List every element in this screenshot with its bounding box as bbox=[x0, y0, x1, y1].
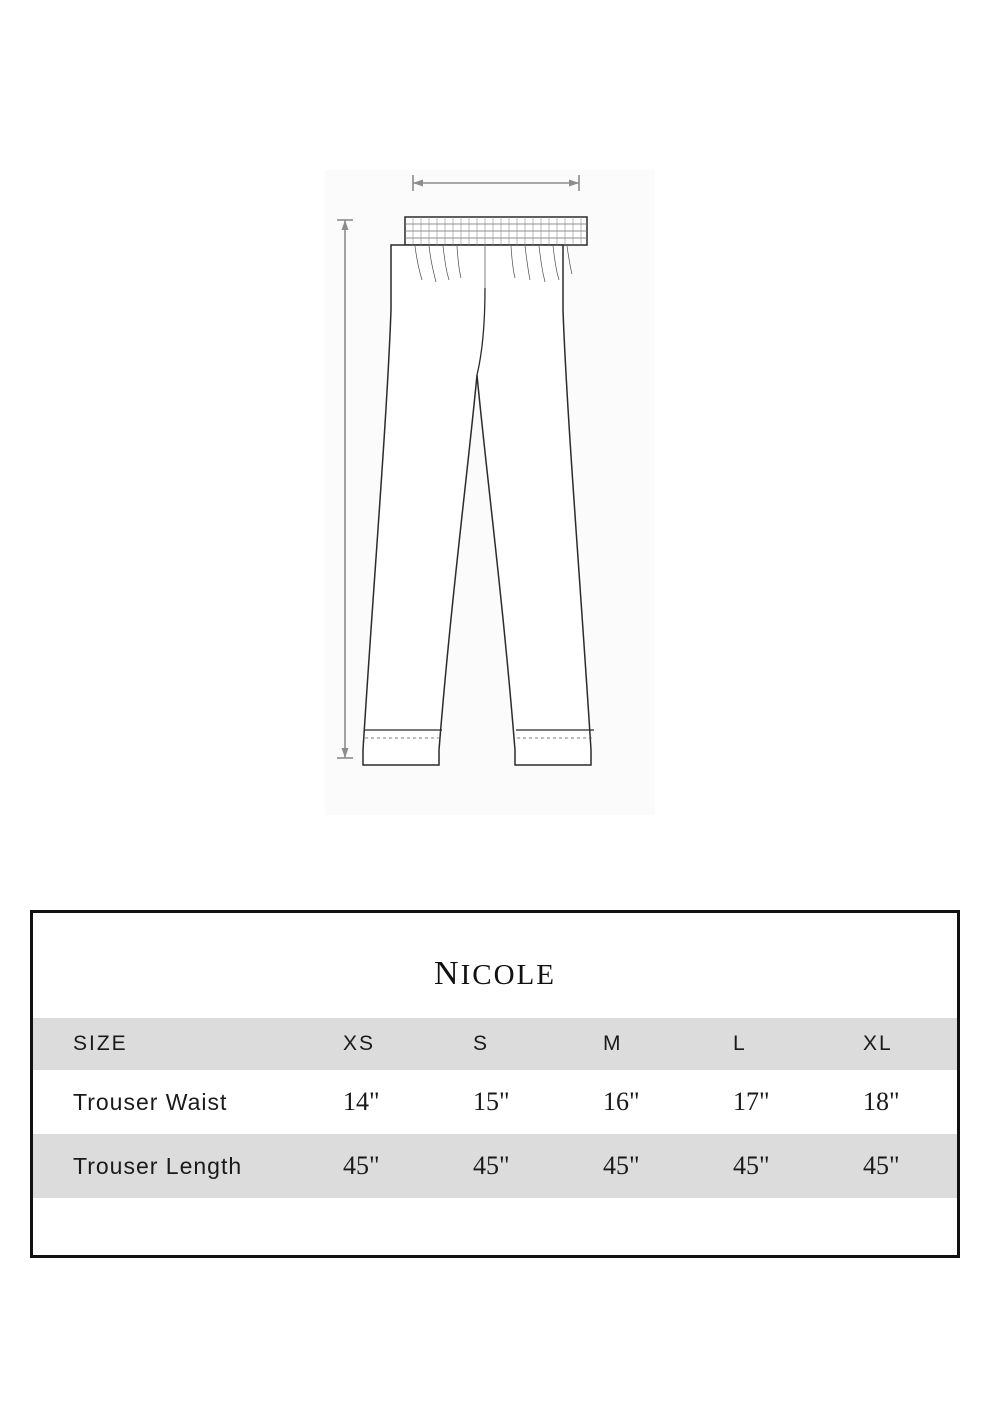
vertical-arrow-trouser-length bbox=[337, 220, 353, 758]
table-row bbox=[33, 1134, 957, 1198]
trouser-outline bbox=[363, 217, 591, 765]
cell-trouser-waist-m: 16" bbox=[583, 1070, 713, 1134]
table-header-row bbox=[33, 1018, 957, 1070]
column-header-size: SIZE bbox=[33, 1018, 323, 1070]
cell-trouser-waist-xl: 18" bbox=[843, 1070, 957, 1134]
horizontal-arrow-waist-width bbox=[413, 175, 579, 191]
column-header-xs: XS bbox=[323, 1018, 453, 1070]
cell-trouser-length-xs: 45" bbox=[323, 1134, 453, 1198]
table-row bbox=[33, 1070, 957, 1134]
trouser-technical-sketch bbox=[325, 170, 655, 815]
column-header-xl: XL bbox=[843, 1018, 957, 1070]
row-label-trouser-waist: Trouser Waist bbox=[33, 1070, 323, 1134]
column-header-s: S bbox=[453, 1018, 583, 1070]
cell-trouser-length-m: 45" bbox=[583, 1134, 713, 1198]
cell-trouser-length-s: 45" bbox=[453, 1134, 583, 1198]
cell-trouser-waist-l: 17" bbox=[713, 1070, 843, 1134]
column-header-m: M bbox=[583, 1018, 713, 1070]
cell-trouser-length-xl: 45" bbox=[843, 1134, 957, 1198]
size-chart-card bbox=[30, 910, 960, 1258]
cell-trouser-length-l: 45" bbox=[713, 1134, 843, 1198]
trouser-illustration-panel bbox=[325, 170, 655, 815]
cell-trouser-waist-s: 15" bbox=[453, 1070, 583, 1134]
column-header-l: L bbox=[713, 1018, 843, 1070]
size-chart-table bbox=[33, 1018, 957, 1198]
page-title: nicole bbox=[434, 942, 556, 995]
row-label-trouser-length: Trouser Length bbox=[33, 1134, 323, 1198]
cell-trouser-waist-xs: 14" bbox=[323, 1070, 453, 1134]
